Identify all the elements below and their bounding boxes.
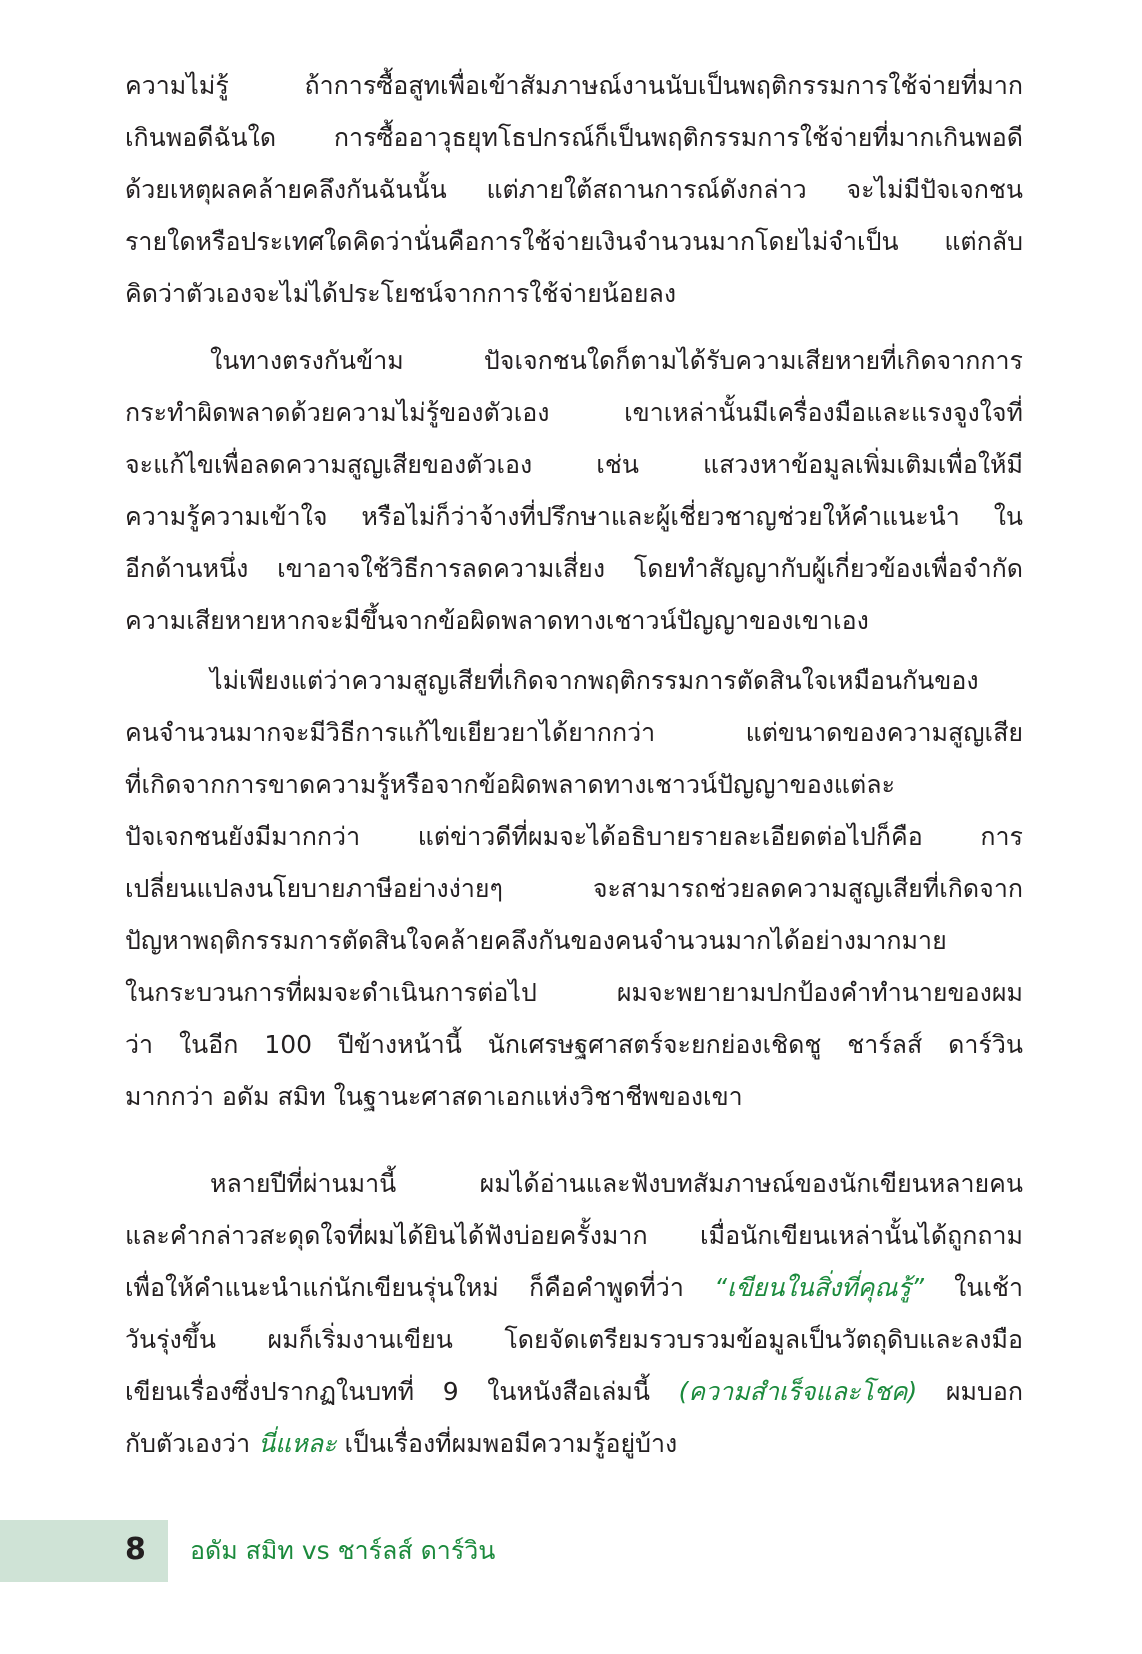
text-line [125, 387, 1023, 439]
text-line [125, 595, 1023, 647]
text-run: อีกด้านหนึ่ง เขาอาจใช้วิธีการลดความเสี่ยง โดยทำสัญญากับผู้เกี่ยวข้องเพื่อจำกัด [125, 554, 1023, 583]
emphasized-text: (ความสำเร็จและโชค) [678, 1377, 918, 1406]
text-run: จะแก้ไขเพื่อลดความสูญเสียของตัวเอง เช่น แสวงหาข้อมูลเพิ่มเติมเพื่อให้มี [125, 450, 1023, 479]
text-run: เป็นเรื่องที่ผมพอมีความรู้อยู่บ้าง [336, 1429, 678, 1458]
text-run: เปลี่ยนแปลงนโยบายภาษีอย่างง่ายๆ จะสามารถช่วยลดความสูญเสียที่เกิดจาก [125, 874, 1023, 903]
paragraph [125, 1158, 1023, 1470]
text-line [125, 915, 1023, 967]
text-line [125, 543, 1023, 595]
text-run: ที่เกิดจากการขาดความรู้หรือจากข้อผิดพลาดทางเชาวน์ปัญญาของแต่ละ [125, 770, 896, 799]
paragraph [125, 655, 1023, 1123]
text-run: กระทำผิดพลาดด้วยความไม่รู้ของตัวเอง เขาเหล่านั้นมีเครื่องมือและแรงจูงใจที่ [125, 398, 1023, 427]
text-run: ว่า ในอีก 100 ปีข้างหน้านี้ นักเศรษฐศาสตร์จะยกย่องเชิดชู ชาร์ลส์ ดาร์วิน [125, 1030, 1023, 1059]
text-run: เพื่อให้คำแนะนำแก่นักเขียนรุ่นใหม่ ก็คือคำพูดที่ว่า [125, 1273, 715, 1302]
paragraph [125, 335, 1023, 647]
emphasized-text: นี่แหละ [258, 1429, 337, 1458]
text-run: เกินพอดีฉันใด การซื้ออาวุธยุทโธปกรณ์ก็เป็นพฤติกรรมการใช้จ่ายที่มากเกินพอดี [125, 123, 1023, 152]
text-line [125, 707, 1023, 759]
text-run: ด้วยเหตุผลคล้ายคลึงกันฉันนั้น แต่ภายใต้สถานการณ์ดังกล่าว จะไม่มีปัจเจกชน [125, 175, 1023, 204]
text-line [125, 439, 1023, 491]
text-line [125, 268, 1023, 320]
text-line [125, 1158, 1023, 1210]
text-run: ความเสียหายหากจะมีขึ้นจากข้อผิดพลาดทางเชาวน์ปัญญาของเขาเอง [125, 606, 869, 635]
text-line [125, 1366, 1023, 1418]
text-line [125, 759, 1023, 811]
text-line [125, 655, 1023, 707]
text-line [125, 1210, 1023, 1262]
text-run: ไม่เพียงแต่ว่าความสูญเสียที่เกิดจากพฤติกรรมการตัดสินใจเหมือนกันของ [210, 666, 979, 695]
text-run: ความไม่รู้ ถ้าการซื้อสูทเพื่อเข้าสัมภาษณ์งานนับเป็นพฤติกรรมการใช้จ่ายที่มาก [125, 71, 1023, 100]
text-line [125, 1019, 1023, 1071]
text-line [125, 60, 1023, 112]
text-run: ปัญหาพฤติกรรมการตัดสินใจคล้ายคลึงกันของคนจำนวนมากได้อย่างมากมาย [125, 926, 947, 955]
text-run: วันรุ่งขึ้น ผมก็เริ่มงานเขียน โดยจัดเตรียมรวบรวมข้อมูลเป็นวัตถุดิบและลงมือ [125, 1325, 1023, 1354]
text-line [125, 967, 1023, 1019]
text-line [125, 335, 1023, 387]
text-line [125, 112, 1023, 164]
text-run: ปัจเจกชนยังมีมากกว่า แต่ข่าวดีที่ผมจะได้อธิบายรายละเอียดต่อไปก็คือ การ [125, 822, 1023, 851]
text-run: เขียนเรื่องซึ่งปรากฏในบทที่ 9 ในหนังสือเล่มนี้ [125, 1377, 679, 1406]
text-line [125, 1262, 1023, 1314]
text-run: และคำกล่าวสะดุดใจที่ผมได้ยินได้ฟังบ่อยครั้งมาก เมื่อนักเขียนเหล่านั้นได้ถูกถาม [125, 1221, 1023, 1250]
text-line [125, 1418, 1023, 1470]
paragraph [125, 60, 1023, 320]
text-run: ความรู้ความเข้าใจ หรือไม่ก็ว่าจ้างที่ปรึกษาและผู้เชี่ยวชาญช่วยให้คำแนะนำ ใน [125, 502, 1023, 531]
text-run: หลายปีที่ผ่านมานี้ ผมได้อ่านและฟังบทสัมภาษณ์ของนักเขียนหลายคน [210, 1169, 1023, 1198]
running-title: อดัม สมิท vs ชาร์ลส์ ดาร์วิน [190, 1536, 496, 1565]
page-number: 8 [125, 1532, 146, 1567]
text-run: ในกระบวนการที่ผมจะดำเนินการต่อไป ผมจะพยายามปกป้องคำทำนายของผม [125, 978, 1023, 1007]
emphasized-text: “เขียนในสิ่งที่คุณรู้” [714, 1273, 924, 1302]
text-line [125, 1071, 1023, 1123]
text-run: คนจำนวนมากจะมีวิธีการแก้ไขเยียวยาได้ยากกว่า แต่ขนาดของความสูญเสีย [125, 718, 1023, 747]
text-line [125, 491, 1023, 543]
text-line [125, 164, 1023, 216]
text-run: ผมบอก [917, 1377, 1023, 1406]
text-line [125, 1314, 1023, 1366]
text-run: ในทางตรงกันข้าม ปัจเจกชนใดก็ตามได้รับความเสียหายที่เกิดจากการ [210, 346, 1023, 375]
text-run: คิดว่าตัวเองจะไม่ได้ประโยชน์จากการใช้จ่ายน้อยลง [125, 279, 677, 308]
text-line [125, 216, 1023, 268]
text-line [125, 811, 1023, 863]
text-run: มากกว่า อดัม สมิท ในฐานะศาสดาเอกแห่งวิชาชีพของเขา [125, 1082, 743, 1111]
text-line [125, 863, 1023, 915]
text-run: รายใดหรือประเทศใดคิดว่านั่นคือการใช้จ่ายเงินจำนวนมากโดยไม่จำเป็น แต่กลับ [125, 227, 1023, 256]
text-run: กับตัวเองว่า [125, 1429, 259, 1458]
text-run: ในเช้า [923, 1273, 1023, 1302]
